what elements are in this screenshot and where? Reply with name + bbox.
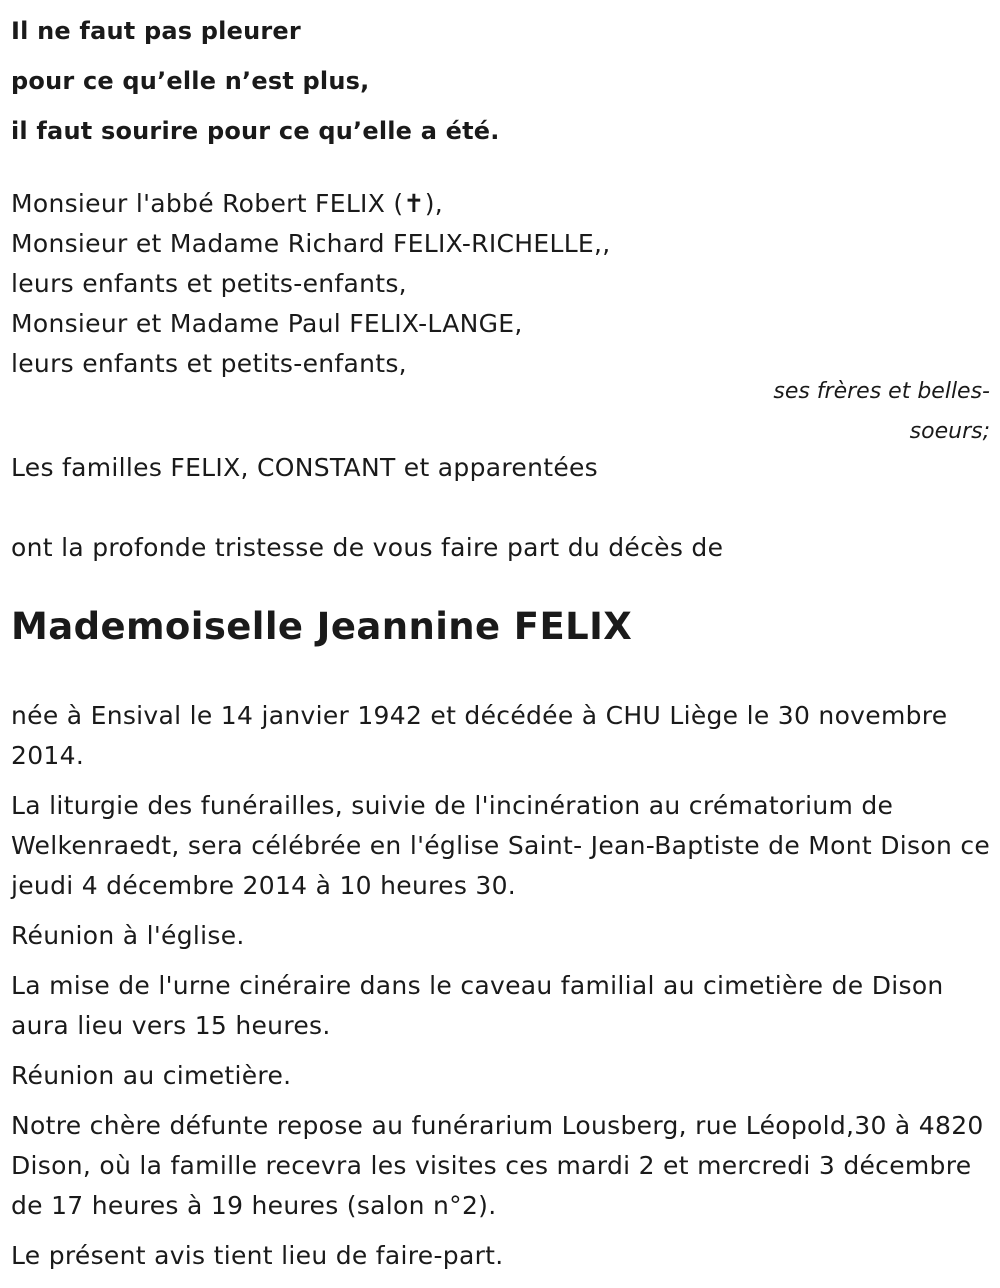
memorial-quote — [11, 6, 500, 156]
funeral-liturgy-info: La liturgie des funérailles, suivie de l'incinération au crématorium de Welkenraedt, sera célébrée en l'église Saint- Jean-Baptiste de Mont Dison ce jeudi 4 décembre 2014 à 10 heures 30. — [11, 791, 991, 900]
birth-death-info: née à Ensival le 14 janvier 1942 et décédée à CHU Liège le 30 novembre 2014. — [11, 701, 948, 770]
funeral-details — [11, 696, 991, 1286]
announcement-intro: ont la profonde tristesse de vous faire part du décès de — [11, 533, 724, 562]
funeral-home-info: Notre chère défunte repose au funérarium Lousberg, rue Léopold,30 à 4820 Dison, où la famille recevra les visites ces mardi 2 et mercredi 3 décembre de 17 heures à 19 heures (salon n°2). — [11, 1111, 984, 1220]
family-line-2: Monsieur et Madame Richard FELIX-RICHELLE,, — [11, 229, 611, 258]
notice-statement: Le présent avis tient lieu de faire-part. — [11, 1241, 504, 1270]
family-line-4: Monsieur et Madame Paul FELIX-LANGE, — [11, 309, 523, 338]
extended-families: Les familles FELIX, CONSTANT et apparentées — [11, 453, 599, 482]
quote-line-3: il faut sourire pour ce qu’elle a été. — [11, 117, 500, 145]
family-line-3: leurs enfants et petits-enfants, — [11, 269, 407, 298]
quote-line-2: pour ce qu’elle n’est plus, — [11, 67, 370, 95]
urn-placement-info: La mise de l'urne cinéraire dans le caveau familial au cimetière de Dison aura lieu vers 15 heures. — [11, 971, 944, 1040]
family-announcers — [11, 184, 991, 384]
deceased-name: Mademoiselle Jeannine FELIX — [11, 605, 633, 648]
family-line-1: Monsieur l'abbé Robert FELIX (✝), — [11, 189, 444, 218]
family-line-5: leurs enfants et petits-enfants, — [11, 349, 407, 378]
church-meeting-info: Réunion à l'église. — [11, 921, 245, 950]
relation-note: ses frères et belles-soeurs; — [773, 379, 990, 444]
quote-line-1: Il ne faut pas pleurer — [11, 17, 301, 45]
cemetery-meeting-info: Réunion au cimetière. — [11, 1061, 292, 1090]
